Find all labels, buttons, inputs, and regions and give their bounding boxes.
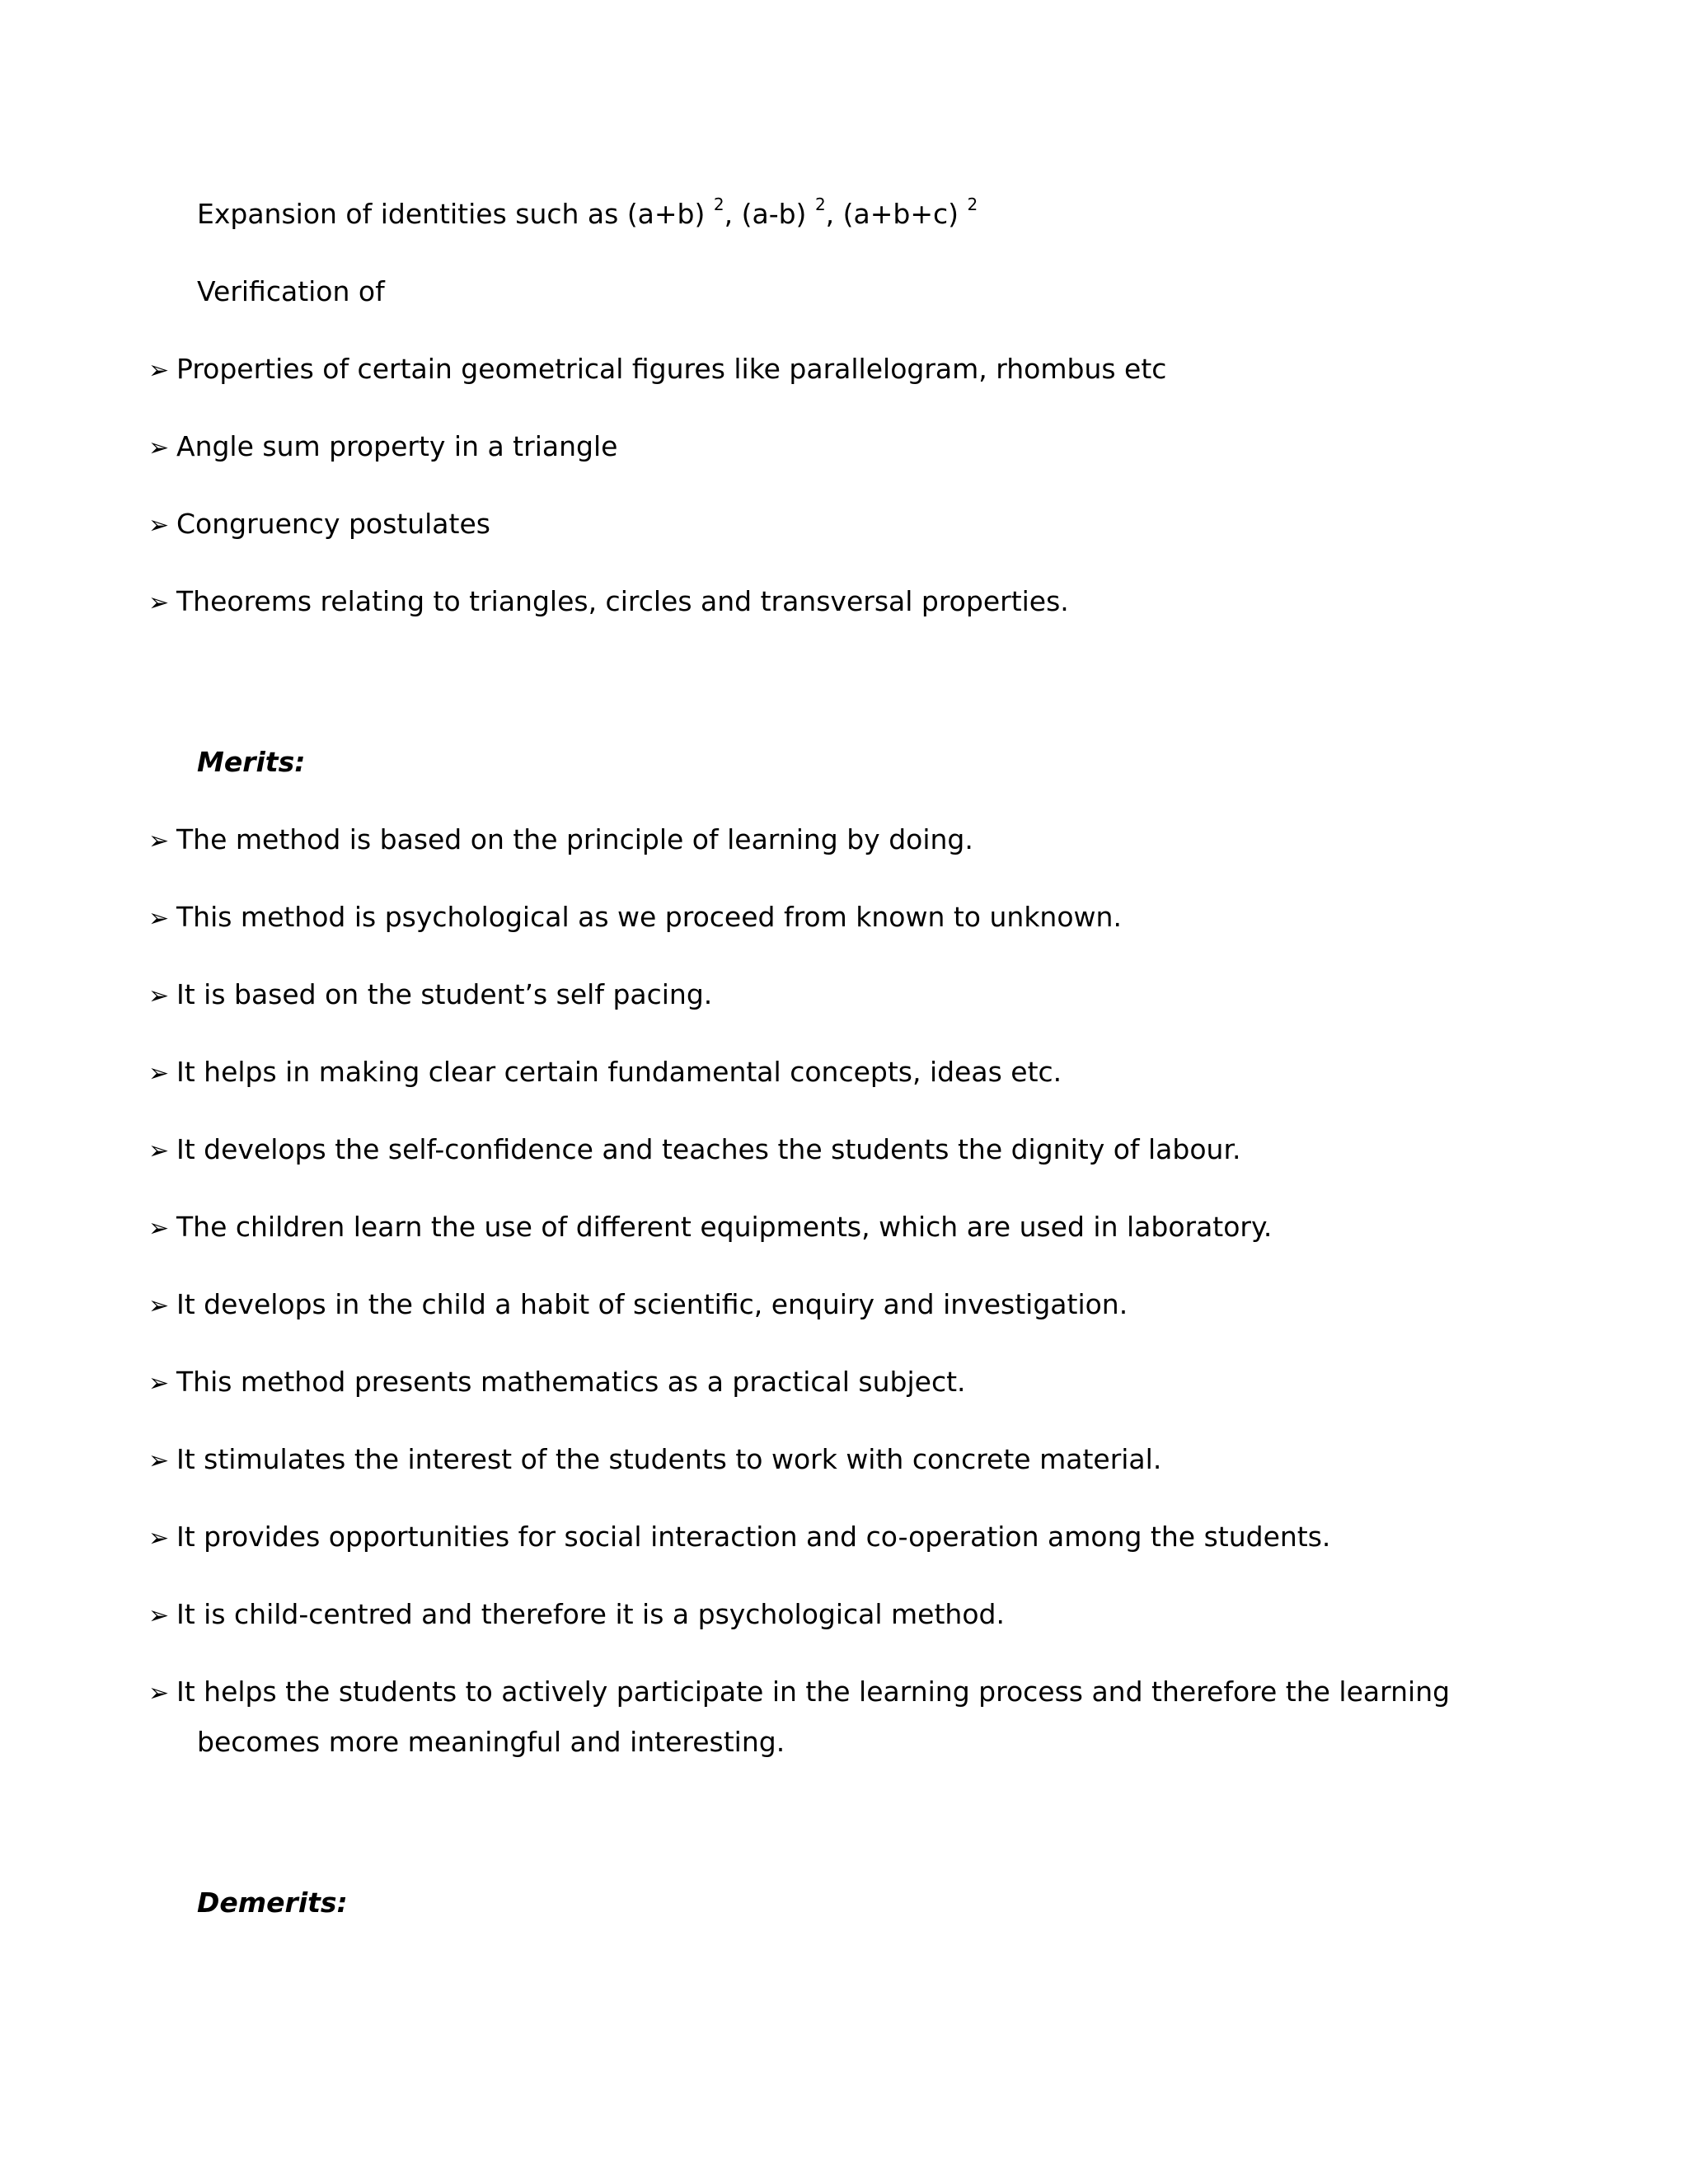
arrow-bullet-icon: ➢ bbox=[148, 1524, 170, 1553]
list-item-text: This method is psychological as we proceed from known to unknown. bbox=[176, 901, 1122, 933]
arrow-bullet-icon: ➢ bbox=[148, 1214, 170, 1243]
arrow-bullet-icon: ➢ bbox=[148, 1291, 170, 1320]
superscript: 2 bbox=[713, 194, 724, 214]
list-item bbox=[148, 1443, 1161, 1478]
demerits-heading: Demerits: bbox=[197, 1886, 348, 1919]
list-item-text: It is based on the student’s self pacing. bbox=[176, 978, 713, 1010]
list-item bbox=[148, 823, 973, 858]
superscript: 2 bbox=[967, 194, 978, 214]
list-item-text: The method is based on the principle of learning by doing. bbox=[176, 823, 973, 855]
list-item-text: Congruency postulates bbox=[176, 508, 490, 540]
identities-text: , (a-b) bbox=[724, 198, 807, 230]
list-item-text: It helps in making clear certain fundamental concepts, ideas etc. bbox=[176, 1056, 1062, 1088]
list-item bbox=[148, 1598, 1005, 1633]
list-item-text: Theorems relating to triangles, circles and transversal properties. bbox=[176, 585, 1069, 617]
identities-text: Expansion of identities such as (a+b) bbox=[197, 198, 706, 230]
arrow-bullet-icon: ➢ bbox=[148, 434, 170, 462]
arrow-bullet-icon: ➢ bbox=[148, 1059, 170, 1088]
list-item bbox=[148, 1521, 1330, 1555]
list-item bbox=[148, 1366, 966, 1400]
list-item bbox=[148, 508, 490, 542]
list-item bbox=[148, 430, 617, 465]
list-item bbox=[148, 978, 712, 1013]
list-item-text: Properties of certain geometrical figures like parallelogram, rhombus etc bbox=[176, 353, 1167, 385]
list-item bbox=[148, 585, 1069, 620]
list-item-text: It provides opportunities for social interaction and co-operation among the students. bbox=[176, 1521, 1331, 1553]
list-item-continuation: becomes more meaningful and interesting. bbox=[197, 1726, 785, 1758]
list-item-text: This method presents mathematics as a practical subject. bbox=[176, 1366, 966, 1398]
list-item-text: The children learn the use of different equipments, which are used in laboratory. bbox=[176, 1211, 1273, 1243]
arrow-bullet-icon: ➢ bbox=[148, 1601, 170, 1630]
list-item-text: Angle sum property in a triangle bbox=[176, 430, 618, 462]
identities-text: , (a+b+c) bbox=[825, 198, 959, 230]
list-item-text: It stimulates the interest of the students to work with concrete material. bbox=[176, 1443, 1162, 1475]
arrow-bullet-icon: ➢ bbox=[148, 1369, 170, 1398]
arrow-bullet-icon: ➢ bbox=[148, 904, 170, 933]
list-item bbox=[148, 901, 1122, 935]
list-item bbox=[148, 1133, 1240, 1168]
merits-heading: Merits: bbox=[197, 746, 306, 778]
arrow-bullet-icon: ➢ bbox=[148, 511, 170, 540]
arrow-bullet-icon: ➢ bbox=[148, 588, 170, 617]
list-item bbox=[148, 1211, 1272, 1245]
arrow-bullet-icon: ➢ bbox=[148, 356, 170, 385]
arrow-bullet-icon: ➢ bbox=[148, 982, 170, 1010]
list-item-text: It develops in the child a habit of scientific, enquiry and investigation. bbox=[176, 1288, 1128, 1320]
list-item bbox=[148, 1056, 1062, 1090]
list-item bbox=[148, 1675, 1450, 1710]
arrow-bullet-icon: ➢ bbox=[148, 1446, 170, 1475]
arrow-bullet-icon: ➢ bbox=[148, 1137, 170, 1165]
verification-label: Verification of bbox=[197, 275, 385, 307]
list-item-text: It is child-centred and therefore it is a psychological method. bbox=[176, 1598, 1005, 1630]
list-item-text: It develops the self-confidence and teaches the students the dignity of labour. bbox=[176, 1133, 1241, 1165]
arrow-bullet-icon: ➢ bbox=[148, 1679, 170, 1708]
superscript: 2 bbox=[814, 194, 826, 214]
list-item bbox=[148, 353, 1166, 387]
list-item bbox=[148, 1288, 1128, 1323]
identities-line bbox=[197, 194, 978, 231]
arrow-bullet-icon: ➢ bbox=[148, 827, 170, 855]
list-item-text: It helps the students to actively participate in the learning process and therefore the learning bbox=[176, 1675, 1451, 1708]
